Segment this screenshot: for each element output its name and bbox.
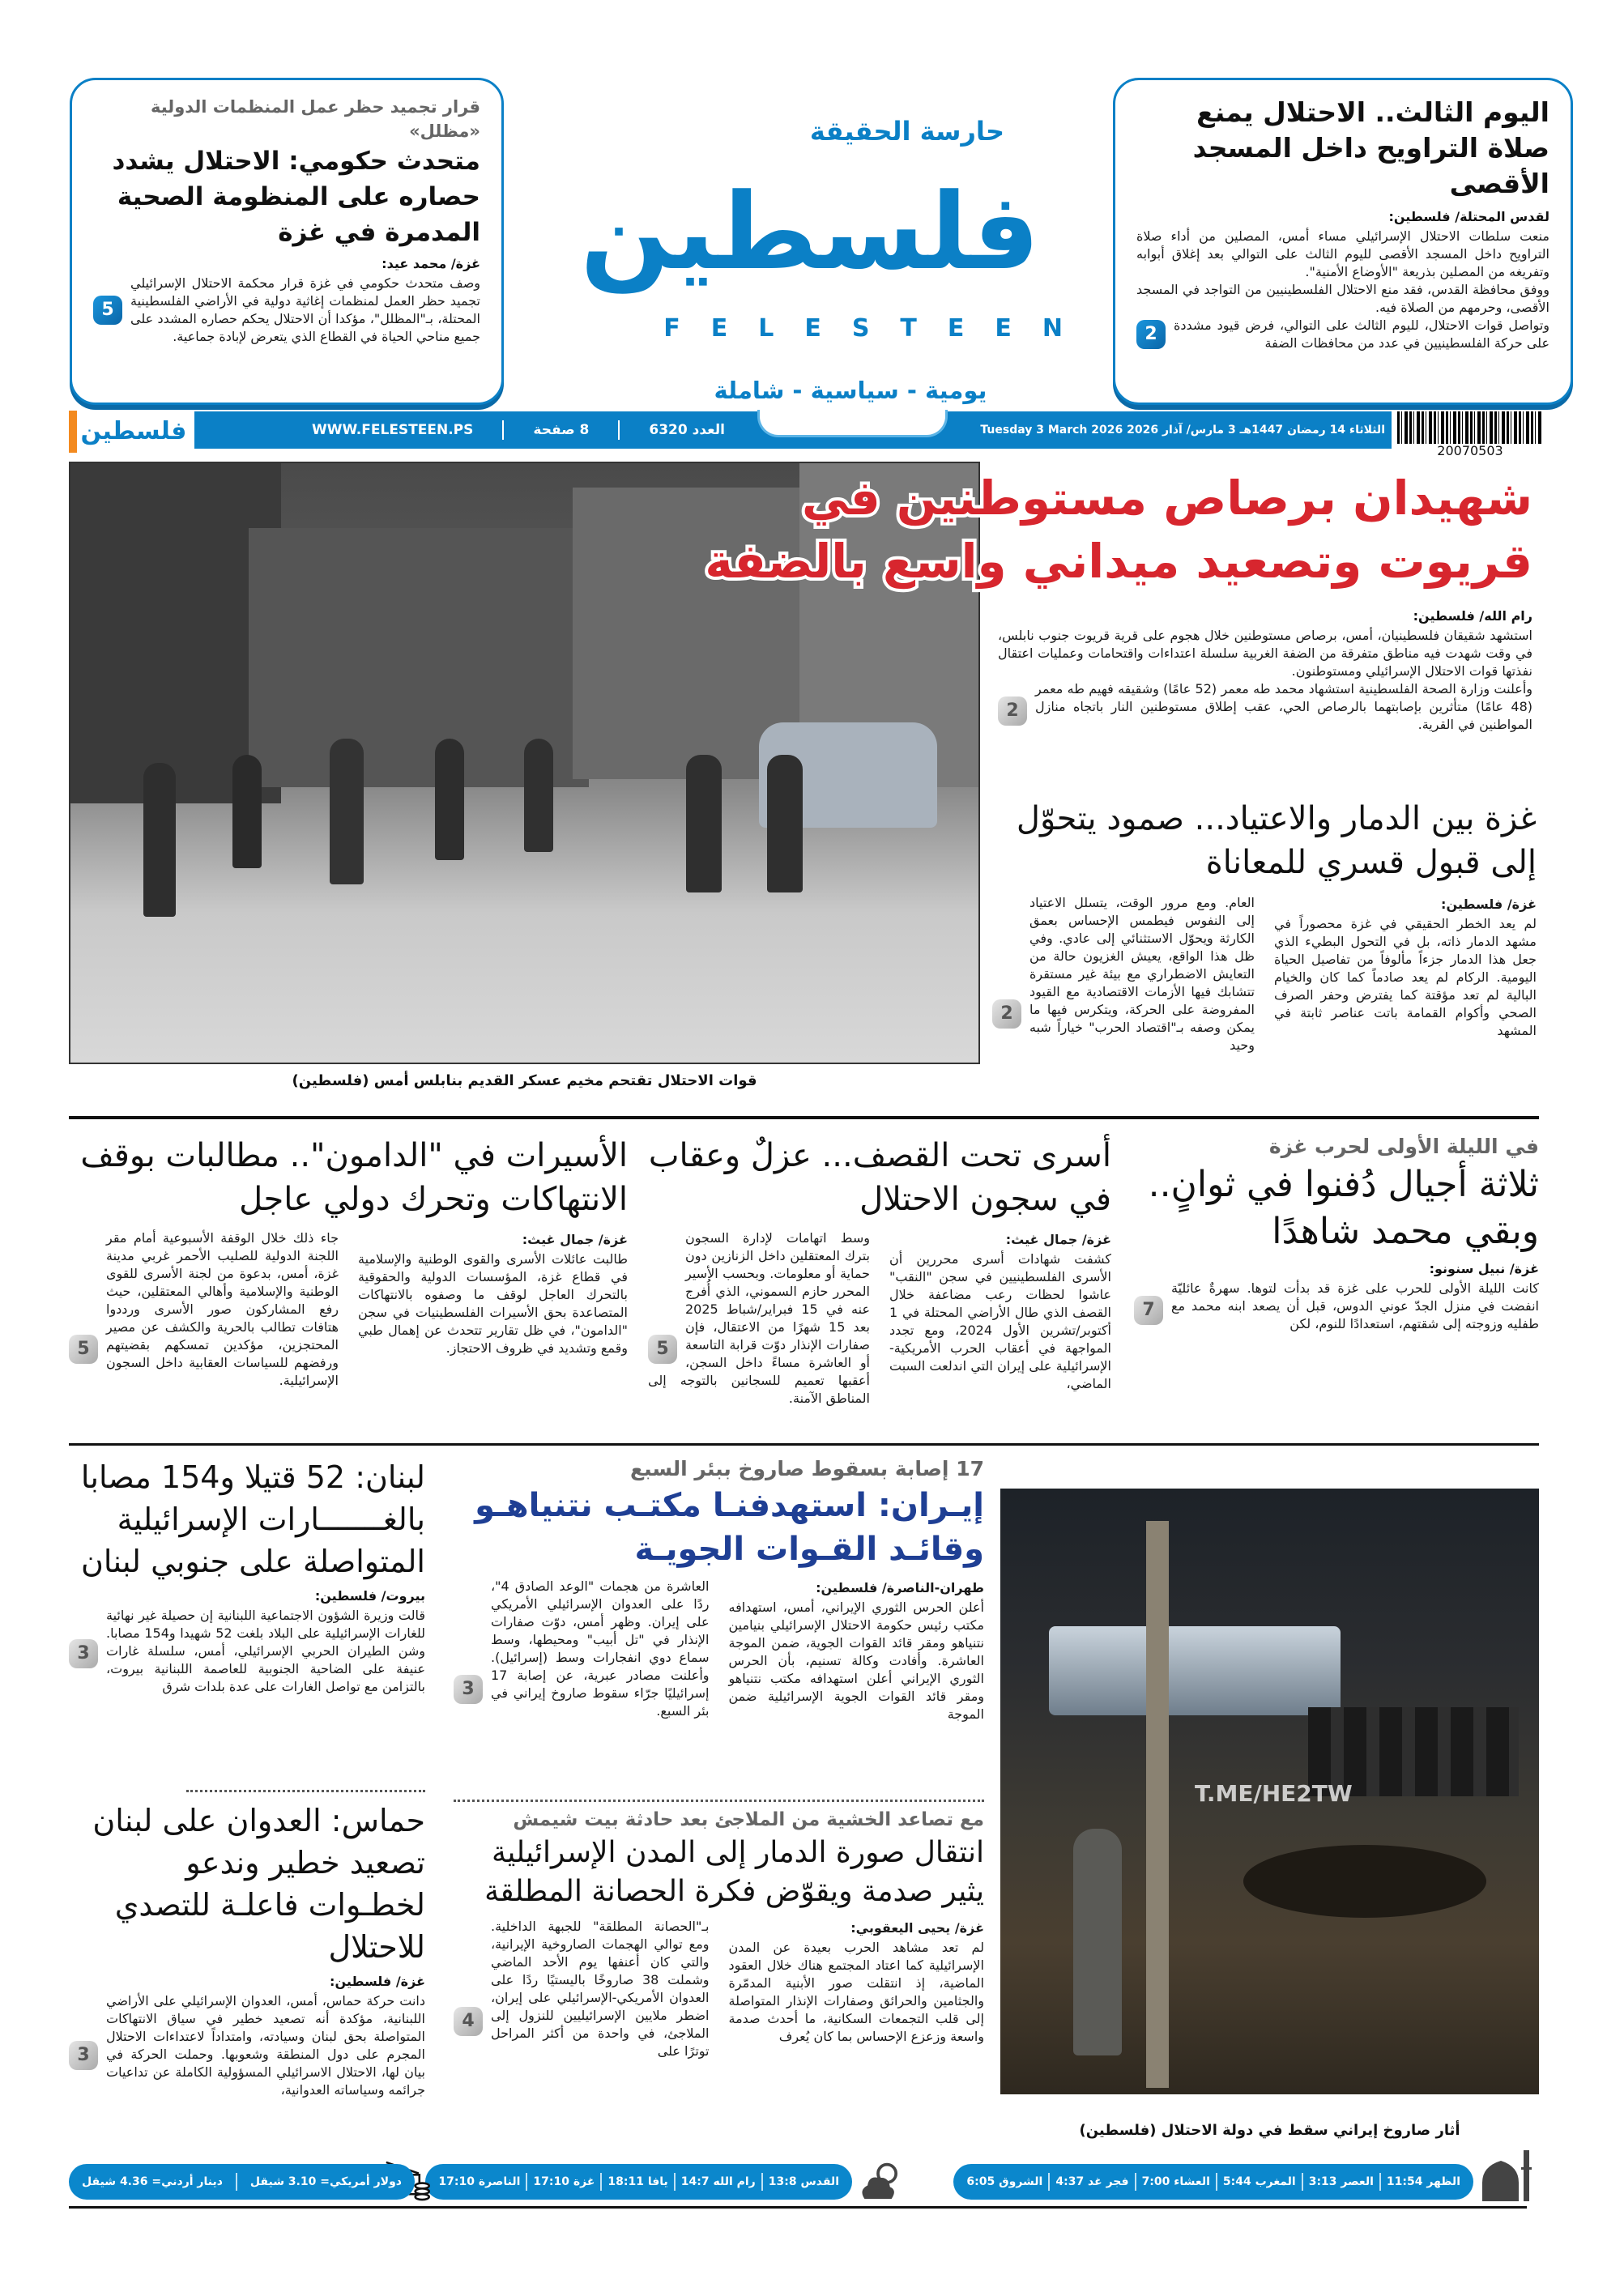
story-body: قالت وزيرة الشؤون الاجتماعية اللبنانية إن حصيلة غير نهائية للغارات الإسرائيلية على البلاد بلغت 52 شهيدا و154 مصابا. وشن الطيران الحربي الإسرائيلي، أمس، سلسلة غارات عنيفة على الضاحية الجنوبية للعاصمة اللبنانية بيروت، بالتزامن مع تواصل الغارات على عدة بلدات شرق <box>106 1608 425 1694</box>
barcode <box>1397 411 1543 444</box>
exchange-rate: دولار أمريكي= 3.10 شيقل <box>249 2175 402 2188</box>
story-title: أسرى تحت القصف... عزلٌ وعقاب في سجون الاحتلال <box>648 1137 1111 1218</box>
missile-photo-caption: أثار صاروخ إيراني سقط في دولة الاحتلال (فلسطين) <box>1079 2122 1460 2139</box>
page-count: 8 صفحة <box>533 422 590 438</box>
section-divider <box>69 1443 1539 1446</box>
paragraph: وتواصل قوات الاحتلال، لليوم الثالث على التوالي، فرض قيود مشددة على حركة الفلسطينيين في عدد من محافظات الضفة <box>1174 317 1549 351</box>
column-text: جاء ذلك خلال الوقفة الأسبوعية أمام مقر اللجنة الدولية للصليب الأحمر غربي مدينة غزة، أمس، بدعوة من لجنة الأسرى للقوى الوطنية والإسلامية وأهالي المعتقلين، حيث رفع المشاركون صور الأسرى ورددوا هتافات تطالب بالحرية والكشف عن مصير المحتجزين، مؤكدين تمسكهم بقضيتهم ورفضهم للسياسات العقابية داخل السجون الإسرائيلية. <box>106 1230 339 1388</box>
story-title: انتقال صورة الدمار إلى المدن الإسرائيلية يثير صدمة ويقوّض فكرة الحصانة المطلقة <box>484 1836 984 1908</box>
story-body: دانت حركة حماس، أمس، العدوان الإسرائيلي على الأراضي اللبنانية، مؤكدة أنه تصعيد خطير في سياق الانتهاكات المتواصلة بحق لبنان وسيادته، وامتداداً لاعتداءات الاحتلال المجرم على دول المنطقة وشعوبها. وحملت الحركة في بيان لها، الاحتلال الاسرائيلي المسؤولية الكاملة عن تداعيات جرائمه وسياساته العدوانية، <box>106 1993 425 2098</box>
dateline: غزة/ جمال غيث: <box>1005 1232 1111 1247</box>
paragraph: ووفق محافظة القدس، فقد منع الاحتلال الفلسطينيين من التواجد في المسجد الأقصى، وحرمهم من الصلاة فيه. <box>1136 282 1549 315</box>
dateline: بيروت/ فلسطين: <box>314 1588 425 1604</box>
prayer-time: العشاء 7:00 <box>1141 2175 1210 2188</box>
city-temperature: الناصرة 17:10 <box>438 2175 521 2188</box>
dateline: غزة/ يحيى اليعقوبي: <box>850 1920 984 1936</box>
weather-icon <box>859 2158 907 2203</box>
story-title: إيـران: استهدفنـا مكتـب نتنياهـو وقائـد القـوات الجويـة <box>475 1487 984 1568</box>
city-temperature: يافا 18:11 <box>607 2175 668 2188</box>
barcode-number: 20070503 <box>1437 443 1503 458</box>
prayer-times-bar <box>953 2164 1473 2200</box>
website-link[interactable]: WWW.FELESTEEN.PS <box>311 422 474 438</box>
date-line: الثلاثاء 14 رمضان 1447هـ 3 مارس/ آذار 2026 Tuesday 3 March 2026 <box>980 424 1385 437</box>
story-body <box>1136 228 1549 352</box>
dateline: غزة/ جمال غيث: <box>522 1232 628 1247</box>
page-badge[interactable]: 2 <box>1136 320 1166 349</box>
dateline: غزة/ فلسطين: <box>1441 897 1537 912</box>
hamas-story[interactable] <box>69 1800 425 2099</box>
missile-photo <box>1000 1489 1539 2094</box>
column-text: بـ"الحصانة المطلقة" للجبهة الداخلية. ومع توالي الهجمات الصاروخية الإيرانية، والتي كان أعنفها يوم الأحد الماضي وشملت 38 صاروخًا باليستيًا ردًا على العدوان الأمريكي-الإسرائيلي على إيران، اضطر ملايين الإسرائيليين للنزول إلى الملاجئ، في واحدة من أكثر المراحل توترًا على <box>491 1919 710 2059</box>
strip-notch <box>757 410 948 437</box>
page-badge[interactable]: 5 <box>93 296 122 325</box>
page-badge[interactable]: 4 <box>454 2007 483 2036</box>
story-kicker: 17 إصابة بسقوط صاروخ ببئر السبع <box>630 1457 984 1480</box>
page-badge[interactable]: 3 <box>454 1675 483 1704</box>
story-kicker: قرار تجميد حظر عمل المنظمات الدولية «مظلل» <box>151 97 480 141</box>
paragraph: منعت سلطات الاحتلال الإسرائيلي مساء أمس، المصلين من أداء صلاة التراويح داخل المسجد الأقصى لليوم الثالث على التوالي بعد إغلاق أبوابه وتفريغه من المصلين بذريعة "الأوضاع الأمنية". <box>1136 228 1549 279</box>
issue-number: العدد 6320 <box>649 422 725 438</box>
prayer-time: الشروق 6:05 <box>966 2175 1043 2188</box>
lead-headline[interactable] <box>520 466 1532 593</box>
column-text: العاشرة من هجمات "الوعد الصادق 4"، ردًا على العدوان الإسرائيلي الأمريكي على إيران. وظهر أمس، دوّت صفارات الإنذار في "تل أبيب" ومحيطها، وسط سماع دوي انفجارات وسط (إسرائيل). وأعلنت مصادر عبرية، عن إصابة 17 إسرائيليًا جرّاء سقوط صاروخ إيراني في بئر السبع. <box>491 1578 710 1719</box>
small-logo <box>69 411 190 453</box>
logo-wordmark: فلسطين <box>580 170 1040 293</box>
column-text: العام. ومع مرور الوقت، يتسلل الاعتياد إلى النفوس فيطمس الإحساس بعمق الكارثة ويحوّل الاستثنائي إلى عادي. وفي ظل هذا الواقع، يعيش الغزيون حالة من التعايش الاضطراري مع بيئة غير مستقرة تتشابك فيها الأزمات الاقتصادية مع القيود المفروضة على الحركة، ويتكرس فيها ما يمكن وصفه بـ"اقتصاد الحرب" خياراً شبه وحيد <box>1029 895 1255 1053</box>
mosque-icon <box>1478 2146 1535 2203</box>
lebanon-story[interactable] <box>69 1456 425 1696</box>
paragraph: وأعلنت وزارة الصحة الفلسطينية استشهاد محمد طه معمر (52 عامًا) وشقيقه فهيم طه معمر (48 عامًا) متأثرين بإصابتهما بالرصاص الحي، عقب إطلاق مستوطنين النار باتجاه منازل المواطنين في القرية. <box>1035 681 1532 732</box>
dateline: غزة/ محمد عيد: <box>382 256 480 271</box>
section-divider <box>69 1116 1539 1119</box>
story-kicker: في الليلة الأولى لحرب غزة <box>1268 1135 1539 1158</box>
prayer-time: فجر غد 4:37 <box>1055 2175 1129 2188</box>
city-temperature: القدس 13:8 <box>768 2175 839 2188</box>
dateline: لقدس المحتلة/ فلسطين: <box>1388 209 1549 224</box>
page-badge[interactable]: 2 <box>998 696 1027 726</box>
page-badge[interactable]: 3 <box>69 1639 98 1668</box>
temperatures-bar <box>425 2164 852 2200</box>
dateline: غزة/ فلسطين: <box>330 1974 425 1989</box>
column-text: كشفت شهادات أسرى محررين أن الأسرى الفلسطينيين في سجن "النقب" عاشوا لحظات رعب مضاعفة خلال القصف الذي طال الأراضي المحتلة في 1 أكتوبر/تشرين الأول 2024، ومع تجدد المواجهة في أعقاب الحرب الأمريكية-الإسرائيلية على إيران التي اندلعت السبت الماضي، <box>889 1251 1111 1391</box>
logo-latin: FELESTEEN <box>663 314 1093 343</box>
small-logo-text: فلسطين <box>80 417 187 445</box>
top-right-story[interactable] <box>1113 78 1573 405</box>
footer-rule <box>69 2206 1527 2209</box>
story-title: حماس: العدوان على لبنان تصعيد خطير وندعو لخطـوات فاعلـة للتصدي للاحتلال <box>92 1803 425 1965</box>
page-badge[interactable]: 7 <box>1134 1296 1163 1325</box>
exchange-rate: دينار أردني= 4.36 شيقل <box>82 2175 223 2188</box>
tagline: يومية - سياسية - شاملة <box>714 377 987 404</box>
lead-photo-caption: قوات الاحتلال تقتحم مخيم عسكر القديم بنابلس أمس (فلسطين) <box>292 1072 757 1089</box>
story-title: ثلاثة أجيال دُفنوا في ثوانٍ.. وبقي محمد شاهدًا <box>1148 1164 1539 1252</box>
headline-line: شهيدان برصاص مستوطنين في <box>802 471 1532 526</box>
story-title: لبنان: 52 قتيلا و154 مصابا بالغـــــــارات الإسرائيلية المتواصلة على جنوبي لبنان <box>80 1459 425 1579</box>
dateline: غزة/ نبيل سنونو: <box>1429 1261 1539 1276</box>
column-text: أعلن الحرس الثوري الإيراني، أمس، استهدافه مكتب رئيس حكومة الاحتلال الإسرائيلي بنيامين نتنياهو ومقر قائد القوات الجوية، ضمن الموجة العاشرة. وأفادت وكالة تسنيم، بأن الحرس الثوري الإيراني أعلن استهدافه مكتب نتنياهو ومقر قائد القوات الجوية الإسرائيلية ضمن الموجة <box>728 1600 984 1722</box>
photo-watermark: T.ME/HE2TW <box>1195 1780 1353 1807</box>
page-badge[interactable]: 2 <box>992 999 1021 1029</box>
page-badge[interactable]: 5 <box>648 1335 677 1364</box>
top-left-story[interactable] <box>70 78 504 405</box>
page-badge[interactable]: 5 <box>69 1335 98 1364</box>
story-title: اليوم الثالث.. الاحتلال يمنع صلاة التراويح داخل المسجد الأقصى <box>1192 96 1549 199</box>
city-temperature: رام الله 14:7 <box>680 2175 756 2188</box>
column-text: لم يعد الخطر الحقيقي في غزة محصوراً في مشهد الدمار ذاته، بل في التحول البطيء الذي جعل هذا الدمار جزءاً مألوفاً من تفاصيل الحياة اليومية. الركام لم يعد صادماً كما كان والخيام البالية لم تعد مؤقتة كما يفترض وحفر الصرف الصحي وأكوام القمامة باتت عناصر ثابتة في المشهد <box>1274 916 1537 1038</box>
masthead-logo <box>526 113 1093 356</box>
prisoners-story[interactable] <box>648 1134 1111 1408</box>
dotted-divider <box>454 1800 984 1802</box>
page-badge[interactable]: 3 <box>69 2041 98 2070</box>
iran-story[interactable] <box>454 1455 984 1723</box>
paragraph: استشهد شقيقان فلسطينيان، أمس، برصاص مستوطنين خلال هجوم على قرية قريوت جنوب نابلس، في وقت شهدت فيه مناطق متفرقة من الضفة الغربية سلسلة اعتداءات واقتحامات وعمليات اعتقال نفذتها قوات الاحتلال الإسرائيلي ومستوطنون. <box>998 628 1532 679</box>
paragraph: وصف متحدث حكومي في غزة قرار محكمة الاحتلال الإسرائيلي تجميد حظر العمل لمنظمات إغاثية دولية في الأراضي الفلسطينية المحتلة، بـ"المظلل"، مؤكدا أن الاحتلال يحكم حصاره المشدد على جميع مناحي الحياة في القطاع الذي يتعرض لإبادة جماعية. <box>130 275 480 344</box>
prayer-time: العصر 3:13 <box>1308 2175 1374 2188</box>
column-text: طالبت عائلات الأسرى والقوى الوطنية والإسلامية في قطاع غزة، المؤسسات الدولية والحقوقية بالتحرك العاجل لوقف ما وصفوه بالانتهاكات المتصاعدة بحق الأسيرات الفلسطينيات في سجن "الدامون"، في ظل تقارير تتحدث عن إهمال طبي وقمع وتشديد في ظروف الاحتجاز. <box>358 1251 628 1356</box>
story-title: الأسيرات في "الدامون".. مطالبات بوقف الانتهاكات وتحرك دولي عاجل <box>80 1137 628 1218</box>
prayer-time: الظهر 11:54 <box>1386 2175 1460 2188</box>
logo-slogan: حارسة الحقيقة <box>809 116 1004 147</box>
story-title: متحدث حكومي: الاحتلال يشدد حصاره على المنظومة الصحية المدمرة في غزة <box>112 147 480 247</box>
damon-story[interactable] <box>69 1134 628 1390</box>
prayer-time: المغرب 5:44 <box>1222 2175 1296 2188</box>
story-body: كانت الليلة الأولى للحرب على غزة قد بدأت لتوها. سهرةٌ عائليّة انفضت في منزل الجدّ عوني الدوس، قبل أن يصعد ابنه محمد مع طفليه وزوجته إلى شقتهم، استعدادًا للنوم، لكن <box>1171 1280 1539 1331</box>
lead-story <box>998 606 1532 734</box>
headline-line: قريوت وتصعيد ميداني واسع بالضفة <box>705 534 1532 589</box>
dateline: رام الله/ فلسطين: <box>1413 608 1532 624</box>
shelters-story[interactable] <box>454 1806 984 2060</box>
story-kicker: مع تصاعد الخشية من الملاجئ بعد حادثة بيت شيمش <box>513 1809 984 1830</box>
dateline: طهران-الناصرة/ فلسطين: <box>816 1580 984 1595</box>
gaza-story[interactable] <box>992 797 1537 1054</box>
dotted-divider <box>186 1790 425 1792</box>
three-generations-story[interactable] <box>1134 1132 1539 1333</box>
column-text: وسط اتهامات لإدارة السجون بترك المعتقلين داخل الزنازين دون حماية أو معلومات. وبحسب الأسير المحرر حازم السموني، الذي أُفرج عنه في 15 فبراير/شباط 2025 بعد 15 شهرًا من الاعتقال، فإن صفارات الإنذار دوّت قرابة التاسعة أو العاشرة مساءً داخل السجن، أعقبها تعميم للسجانين بالتوجه إلى المناطق الآمنة. <box>648 1230 871 1406</box>
story-body <box>93 275 480 346</box>
city-temperature: غزة 17:10 <box>533 2175 595 2188</box>
column-text: لم تعد مشاهد الحرب بعيدة عن المدن الإسرائيلية كما اعتاد المجتمع هناك خلال العقود الماضية، إذ انتقلت صور الأبنية المدمّرة والجثامين والحرائق وصفارات الإنذار المتواصلة إلى قلب التجمعات السكانية، ما أحدث صدمة واسعة وزعزع الإحساس بما كان يُعرف <box>728 1940 984 2044</box>
story-title: غزة بين الدمار والاعتياد... صمود يتحوّل إلى قبول قسري للمعاناة <box>1016 800 1537 881</box>
currency-bar <box>69 2164 415 2200</box>
